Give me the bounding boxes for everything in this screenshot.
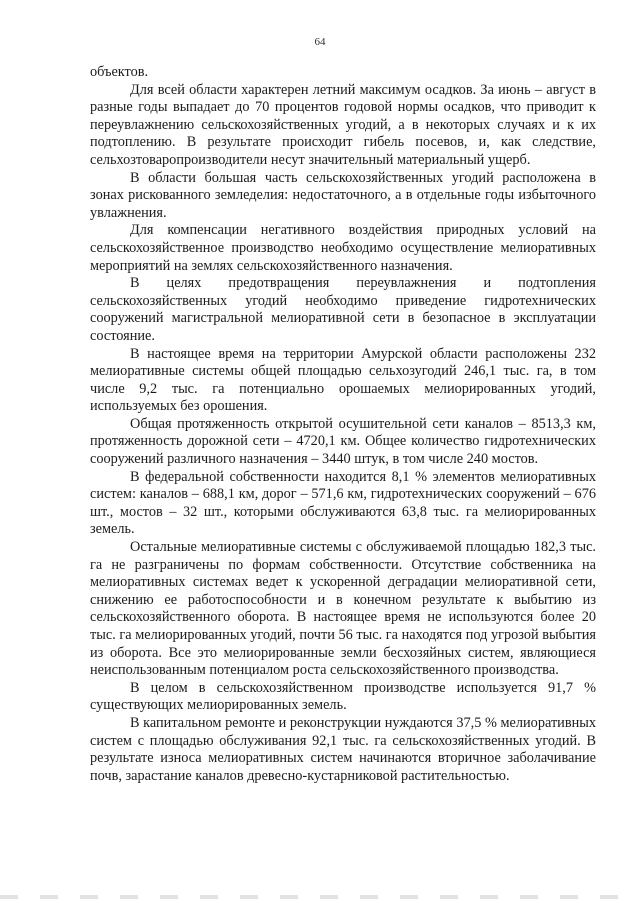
paragraph-systems-count: В настоящее время на территории Амурской области расположены 232 мелиоративные системы общей площадью сельхозугодий 246,1 тыс. га, в том числе 9,2 тыс. га потенциально орошаемых мелиорированных угодий, используемых без орошения. xyxy=(90,345,596,415)
document-body xyxy=(90,64,596,785)
page-number: 64 xyxy=(314,36,326,48)
paragraph-repair-needs: В капитальном ремонте и реконструкции нуждаются 37,5 % мелиоративных систем с площадью обслуживания 92,1 тыс. га сельскохозяйственных угодий. В результате износа мелиоративных систем начинаются вторичное заболачивание почв, зарастание каналов древесно-кустарниковой растительностью. xyxy=(90,714,596,784)
paragraph-precipitation: Для всей области характерен летний максимум осадков. За июнь – август в разные годы выпадает до 70 процентов годовой нормы осадков, что приводит к переувлажнению сельскохозяйственных угодий, а в некоторых случаях и к их подтоплению. В результате происходит гибель посевов, и, как следствие, сельхозтоваропроизводители несут значительный материальный ущерб. xyxy=(90,81,596,168)
paragraph-compensation: Для компенсации негативного воздействия природных условий на сельскохозяйственное производство необходимо осуществление мелиоративных мероприятий на землях сельскохозяйственного назначения. xyxy=(90,222,596,274)
scan-edge-artifact xyxy=(0,895,640,899)
paragraph-network-length: Общая протяженность открытой осушительной сети каналов – 8513,3 км, протяженность дорожной сети – 4720,1 км. Общее количество гидротехнических сооружений различного назначения – 3440 штук, в том числе 240 мостов. xyxy=(90,415,596,468)
paragraph-risk-zones: В области большая часть сельскохозяйственных угодий расположена в зонах рискованного земледелия: недостаточного, а в отдельные годы избыточного увлажнения. xyxy=(90,169,596,221)
paragraph-continuation: объектов. xyxy=(90,64,149,80)
paragraph-usage: В целом в сельскохозяйственном производстве используется 91,7 % существующих мелиорированных земель. xyxy=(90,679,596,714)
paragraph-unowned-systems: Остальные мелиоративные системы с обслуживаемой площадью 182,3 тыс. га не разграничены по формам собственности. Отсутствие собственника на мелиоративных системах ведет к ускоренной деградации мелиоративной сети, снижению ее работоспособности и в конечном результате к выбытию из сельскохозяйственного оборота. В настоящее время не используются более 20 тыс. га мелиорированных угодий, почти 56 тыс. га находятся под угрозой выбытия из оборота. Все это мелиорированные земли бесхозяйных систем, являющиеся неиспользованным потенциалом роста сельскохозяйственного производства. xyxy=(90,539,596,679)
paragraph-federal-ownership: В федеральной собственности находится 8,1 % элементов мелиоративных систем: каналов – 688,1 км, дорог – 571,6 км, гидротехнических сооружений – 676 шт., мостов – 32 шт., которыми обслуживаются 63,8 тыс. га мелиорированных земель. xyxy=(90,468,596,538)
paragraph-prevention: В целях предотвращения переувлажнения и подтопления сельскохозяйственных угодий необходимо приведение гидротехнических сооружений магистральной мелиоративной сети в безопасное в эксплуатации состояние. xyxy=(90,275,596,344)
